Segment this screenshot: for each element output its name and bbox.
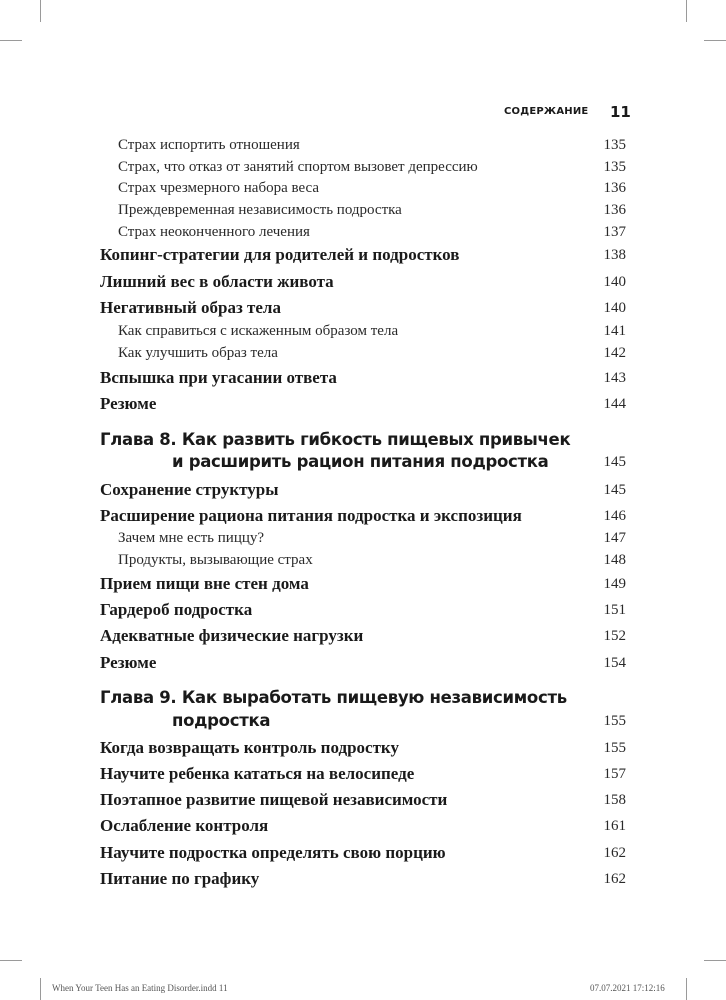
- toc-entry-page: 155: [603, 740, 626, 756]
- toc-entry-page: 145: [603, 454, 626, 470]
- toc-entry-title: Резюме: [100, 653, 157, 672]
- toc-entry-title: Расширение рациона питания подростка и экспозиция: [100, 506, 522, 525]
- toc-entry-title: и расширить рацион питания подростка: [172, 452, 549, 471]
- toc-entry-title: Продукты, вызывающие страх: [118, 552, 313, 568]
- toc-entry: [0, 394, 726, 416]
- toc-entry: [0, 790, 726, 812]
- toc-entry-page: 162: [603, 845, 626, 861]
- toc-entry-page: 144: [603, 396, 626, 412]
- toc-entry-page: 154: [603, 655, 626, 671]
- toc-entry-page: 143: [603, 370, 626, 386]
- toc-entry-page: 145: [603, 482, 626, 498]
- toc-entry-title: Негативный образ тела: [100, 298, 281, 317]
- toc-entry-title: Страх неоконченного лечения: [118, 224, 310, 240]
- toc-subentry: [0, 137, 726, 159]
- toc-entry-page: 140: [603, 274, 626, 290]
- toc-subentry: [0, 552, 726, 574]
- toc-subentry: [0, 530, 726, 552]
- toc-entry-title: Преждевременная независимость подростка: [118, 202, 402, 218]
- toc-entry-title: Страх чрезмерного набора веса: [118, 180, 320, 196]
- toc-entry-page: 151: [603, 602, 626, 618]
- toc-entry-page: 136: [603, 180, 626, 196]
- toc-entry: [0, 272, 726, 294]
- footer-file-name: When Your Teen Has an Eating Disorder.indd 11: [52, 983, 228, 993]
- crop-mark: [704, 40, 726, 41]
- toc-entry-page: 140: [603, 300, 626, 316]
- toc-entry-page: 135: [603, 159, 626, 175]
- toc-entry-page: 138: [603, 247, 626, 263]
- toc-entry-page: 146: [603, 508, 626, 524]
- toc-entry-title: Прием пищи вне стен дома: [100, 574, 309, 593]
- toc-entry-title: Зачем мне есть пиццу?: [118, 530, 265, 546]
- toc-entry: [0, 506, 726, 528]
- toc-subentry: [0, 202, 726, 224]
- running-header-page-number: 11: [610, 103, 631, 121]
- crop-mark: [686, 978, 687, 1000]
- toc-entry-title: Научите ребенка кататься на велосипеде: [100, 764, 415, 783]
- toc-entry-title: Вспышка при угасании ответа: [100, 368, 337, 387]
- crop-mark: [686, 0, 687, 22]
- toc-entry-title: Научите подростка определять свою порцию: [100, 843, 446, 862]
- toc-entry: [0, 764, 726, 786]
- toc-entry: [0, 368, 726, 390]
- toc-entry-page: 161: [603, 818, 626, 834]
- toc-entry-page: 147: [603, 530, 626, 546]
- toc-entry-title: Страх, что отказ от занятий спортом вызовет депрессию: [118, 159, 478, 175]
- crop-mark: [0, 960, 22, 961]
- toc-entry-title: Питание по графику: [100, 869, 260, 888]
- toc-entry-page: 158: [603, 792, 626, 808]
- toc-entry: [0, 574, 726, 596]
- toc-subentry: [0, 180, 726, 202]
- toc-chapter-entry: [0, 452, 726, 474]
- toc-entry-title: Глава 8. Как развить гибкость пищевых привычек: [100, 430, 571, 449]
- toc-entry-title: Глава 9. Как выработать пищевую независимость: [100, 688, 567, 707]
- toc-chapter-entry: [0, 688, 726, 710]
- toc-entry: [0, 245, 726, 267]
- toc-chapter-entry: [0, 711, 726, 733]
- toc-entry-title: Страх испортить отношения: [118, 137, 300, 153]
- running-header-section: СОДЕРЖАНИЕ: [504, 106, 589, 117]
- toc-subentry: [0, 159, 726, 181]
- crop-mark: [40, 0, 41, 22]
- toc-entry: [0, 626, 726, 648]
- crop-mark: [704, 960, 726, 961]
- toc-entry-page: 137: [603, 224, 626, 240]
- toc-entry-title: Как справиться с искаженным образом тела: [118, 323, 399, 339]
- toc-entry-title: Сохранение структуры: [100, 480, 279, 499]
- toc-entry: [0, 480, 726, 502]
- toc-entry-page: 141: [603, 323, 626, 339]
- toc-entry-page: 152: [603, 628, 626, 644]
- toc-entry: [0, 843, 726, 865]
- toc-entry-title: Резюме: [100, 394, 157, 413]
- crop-mark: [40, 978, 41, 1000]
- toc-subentry: [0, 323, 726, 345]
- toc-entry-page: 148: [603, 552, 626, 568]
- toc-entry-page: 162: [603, 871, 626, 887]
- toc-entry-title: Как улучшить образ тела: [118, 345, 278, 361]
- footer-timestamp: 07.07.2021 17:12:16: [590, 983, 665, 993]
- toc-subentry: [0, 345, 726, 367]
- toc-entry-page: 149: [603, 576, 626, 592]
- toc-entry-title: Гардероб подростка: [100, 600, 253, 619]
- toc-entry: [0, 869, 726, 891]
- toc-entry: [0, 653, 726, 675]
- toc-entry-page: 142: [603, 345, 626, 361]
- toc-subentry: [0, 224, 726, 246]
- toc-chapter-entry: [0, 430, 726, 452]
- toc-entry-page: 157: [603, 766, 626, 782]
- toc-entry-title: Ослабление контроля: [100, 816, 269, 835]
- toc-entry-title: Копинг-стратегии для родителей и подростков: [100, 245, 460, 264]
- toc-entry-title: Поэтапное развитие пищевой независимости: [100, 790, 448, 809]
- toc-entry-title: подростка: [172, 711, 271, 730]
- toc-entry-title: Адекватные физические нагрузки: [100, 626, 364, 645]
- toc-entry-page: 136: [603, 202, 626, 218]
- toc-entry: [0, 298, 726, 320]
- toc-entry-title: Когда возвращать контроль подростку: [100, 738, 399, 757]
- toc-entry: [0, 816, 726, 838]
- toc-entry-page: 135: [603, 137, 626, 153]
- crop-mark: [0, 40, 22, 41]
- toc-entry: [0, 738, 726, 760]
- toc-entry-title: Лишний вес в области живота: [100, 272, 334, 291]
- toc-entry: [0, 600, 726, 622]
- toc-entry-page: 155: [603, 713, 626, 729]
